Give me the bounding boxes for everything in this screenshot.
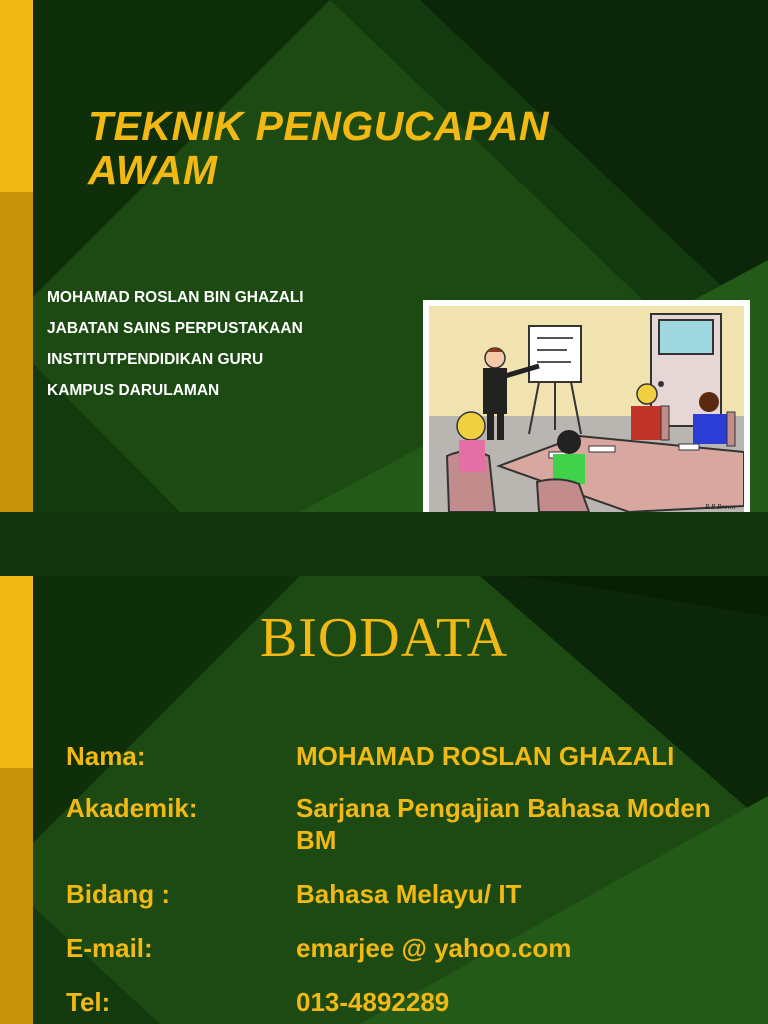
meeting-illustration xyxy=(423,300,750,512)
bio-value: Sarjana Pengajian Bahasa Moden BM xyxy=(296,793,711,855)
bio-value: emarjee @ yahoo.com xyxy=(296,933,572,963)
author-info xyxy=(47,282,304,406)
side-bar-top xyxy=(0,0,33,192)
author-name: MOHAMAD ROSLAN BIN GHAZALI xyxy=(47,289,304,306)
bio-label: Akademik: xyxy=(66,793,198,823)
bio-label: Nama: xyxy=(66,741,146,771)
department: JABATAN SAINS PERPUSTAKAAN xyxy=(47,320,303,337)
slide-gap xyxy=(0,512,768,576)
slide-biodata xyxy=(0,576,768,1024)
campus: KAMPUS DARULAMAN xyxy=(47,382,220,399)
bio-value: 013-4892289 xyxy=(296,987,450,1017)
bio-value: Bahasa Melayu/ IT xyxy=(296,879,522,909)
bio-label: E-mail: xyxy=(66,933,153,963)
institute: INSTITUTPENDIDIKAN GURU xyxy=(47,351,264,368)
bio-label: Bidang : xyxy=(66,879,170,909)
bio-label: Tel: xyxy=(66,987,111,1017)
side-bar-bottom xyxy=(0,192,33,512)
biodata-title: BIODATA xyxy=(259,607,509,669)
page-title: TEKNIK PENGUCAPAN AWAM xyxy=(88,103,550,193)
side-bar-bottom-2 xyxy=(0,768,33,1024)
image-signature: B.B.Brown xyxy=(705,503,736,511)
side-bar-top-2 xyxy=(0,576,33,768)
meeting-clipart xyxy=(429,306,744,512)
bio-value: MOHAMAD ROSLAN GHAZALI xyxy=(296,741,675,771)
